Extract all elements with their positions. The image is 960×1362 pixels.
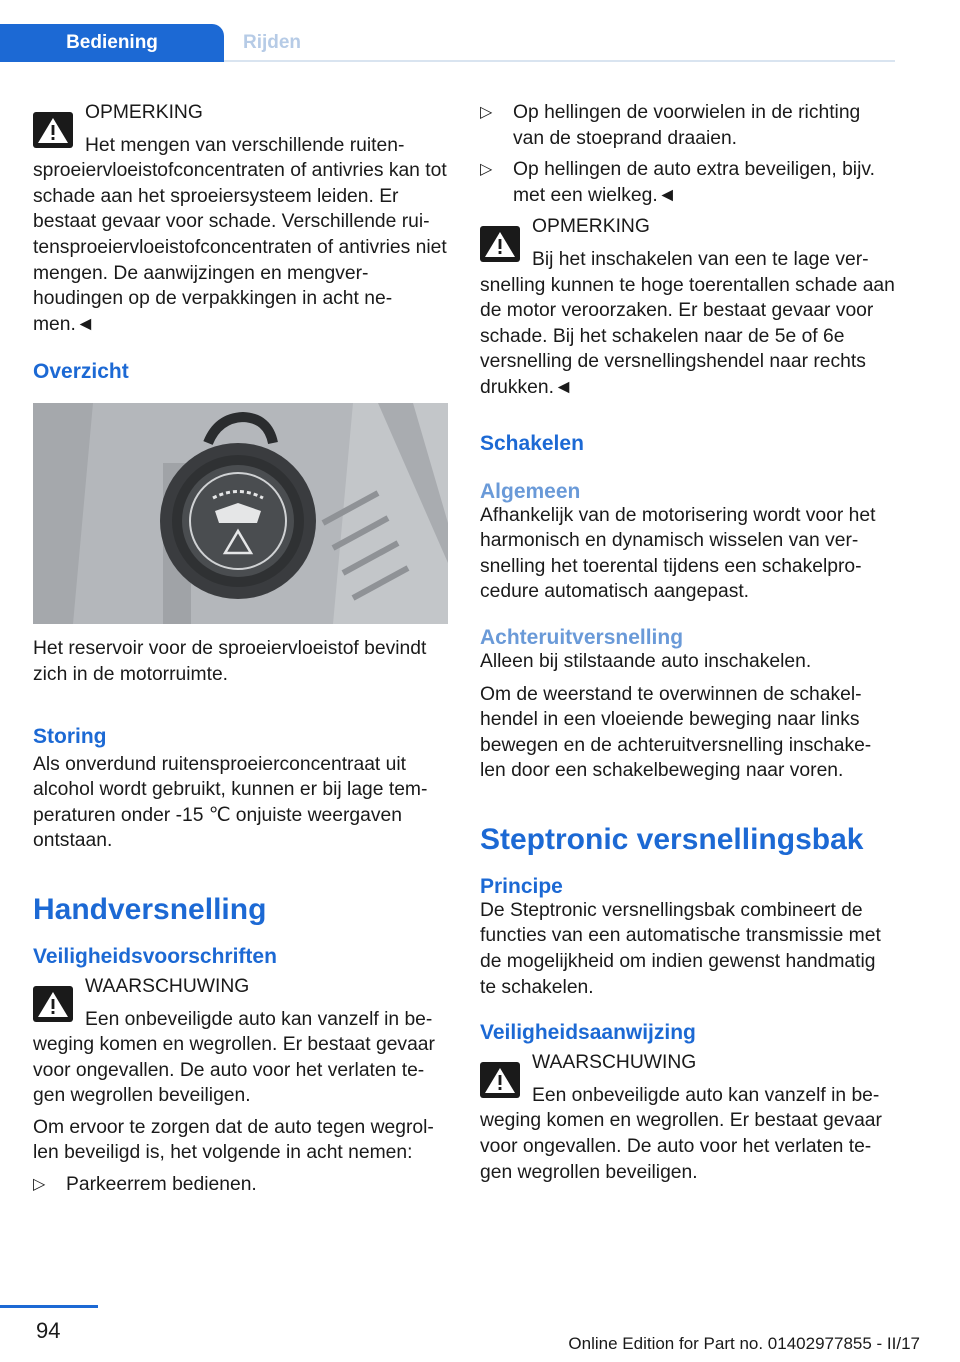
footer-rule [0,1305,98,1308]
note-first-line: Het mengen van verschillende ruiten- [85,134,405,156]
washer-reservoir-photo [33,403,448,624]
left-column [33,100,448,1198]
chapter-heading-handversnelling: Handversnelling [33,892,267,926]
note-waarschuwing-handversnelling [33,974,448,1109]
storing-text: Als onverdund ruitensproeierconcentraat uit alcohol wordt gebruikt, kunnen er bij lage tem-peraturen onder -15 ℃ onjuiste weergaven ontstaan. [33,753,428,852]
page-number: 94 [36,1318,61,1343]
wegrol-instruction: Om ervoor te zorgen dat de auto tegen wegrol-len beveiligd is, het volgende in acht nemen: [33,1116,434,1164]
achteruit-text-1: Alleen bij stilstaande auto inschakelen. [480,650,812,672]
note-title: OPMERKING [85,102,203,123]
note-opmerking-sproeier [33,100,448,337]
achteruit-text-2: Om de weerstand te overwinnen de schakel-hendel in een vloeiende beweging naar links bewegen en de achteruitversnelling inschake-len door een schakelbeweging naar voren. [480,683,872,782]
chapter-heading-steptronic: Steptronic versnellingsbak [480,822,864,856]
header-tabs [0,0,895,62]
section-heading-overzicht: Overzicht [33,360,129,384]
bullet-triangle-icon: ▷ [33,1176,46,1194]
list-item-text: Op hellingen de voorwielen in de richting van de stoeprand draaien. [513,102,861,149]
note-body: weging komen en wegrollen. Er bestaat gevaar voor ongevallen. De auto voor het verlaten te-gen wegrollen beveiligen. [480,1110,882,1183]
note-waarschuwing-steptronic [480,1050,895,1185]
section-heading-principe: Principe [480,874,563,898]
list-item [33,1172,448,1198]
note-body: sproeiervloeistofconcentraten of antivries kan tot schade aan het sproeiersysteem leiden. Er bestaat gevaar voor schade. Verschillende rui-tensproeiervloeistofconcentraten of antivries niet mengen. De aanwijzingen en mengver-houdingen op de verpakkingen in acht ne-men.◄ [33,160,447,335]
tab-bediening[interactable]: Bediening [0,24,224,62]
list-item [480,157,895,208]
tab-rijden[interactable]: Rijden [242,32,302,53]
edition-footer: Online Edition for Part no. 01402977855 - II/17 [568,1334,920,1353]
right-column [480,100,895,1185]
image-caption: Het reservoir voor de sproeiervloeistof bevindt zich in de motorruimte. [33,638,427,685]
warning-triangle-icon [480,226,520,262]
washer-reservoir-illustration [33,403,448,624]
note-title: OPMERKING [532,216,650,238]
principe-text: De Steptronic versnellingsbak combineert de functies van een automatische transmissie met de mogelijkheid om indien gewenst handmatig te schakelen. [480,899,881,998]
list-item [480,100,895,151]
section-heading-schakelen: Schakelen [480,431,584,455]
note-title: WAARSCHUWING [85,975,250,997]
bullet-triangle-icon: ▷ [480,104,493,121]
note-body: snelling kunnen te hoge toerentallen schade aan de motor veroorzaken. Er bestaat gevaar voor schade. Bij het schakelen naar de 5e of 6e versnelling de versnellingshendel naar rechts drukken.◄ [480,274,895,398]
list-item-text: Op hellingen de auto extra beveiligen, bijv. met een wielkeg.◄ [513,159,875,206]
subsection-heading-algemeen: Algemeen [480,479,581,503]
warning-triangle-icon [33,112,73,148]
warning-triangle-icon [480,1062,520,1098]
note-body: weging komen en wegrollen. Er bestaat gevaar voor ongevallen. De auto voor het verlaten te-gen wegrollen beveiligen. [33,1034,435,1107]
section-heading-veiligheidsvoorschriften: Veiligheidsvoorschriften [33,944,277,968]
bullet-triangle-icon: ▷ [480,161,493,179]
note-first-line: Een onbeveiligde auto kan vanzelf in be- [85,1008,433,1030]
note-first-line: Een onbeveiligde auto kan vanzelf in be- [532,1084,880,1106]
note-first-line: Bij het inschakelen van een te lage ver- [532,248,869,270]
algemeen-text: Afhankelijk van de motorisering wordt voor het harmonisch en dynamisch wisselen van ver-snelling het toerental tijdens een schakelpro-cedure automatisch aangepast. [480,504,876,603]
subsection-heading-achteruitversnelling: Achteruitversnelling [480,625,684,649]
note-title: WAARSCHUWING [532,1052,697,1074]
warning-triangle-icon [33,986,73,1022]
note-opmerking-schakelen [480,214,895,400]
section-heading-storing: Storing [33,724,107,748]
list-item-text: Parkeerrem bedienen. [66,1174,257,1196]
section-heading-veiligheidsaanwijzing: Veiligheidsaanwijzing [480,1021,696,1045]
